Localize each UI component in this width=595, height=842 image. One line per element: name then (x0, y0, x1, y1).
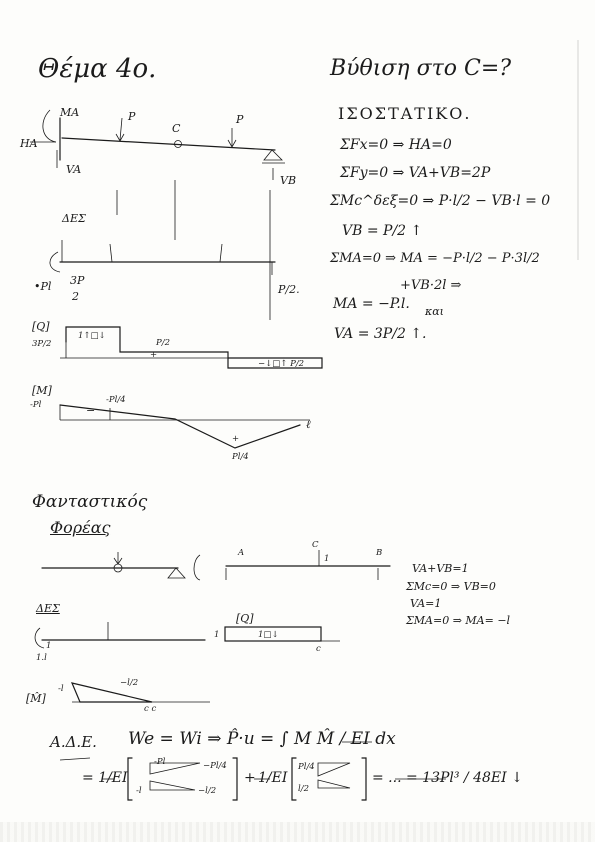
eq-vb-term: +VB·2l ⇒ (400, 278, 462, 293)
label-p1: P (128, 110, 136, 123)
ade-result: = ... = 13Pl³ / 48EI ↓ (372, 770, 523, 786)
vm-label: [M̂] (26, 692, 46, 705)
m-neg-pl4: -Pl/4 (106, 395, 126, 405)
vb-label-1: 1 (324, 554, 330, 564)
vm-neg-l: -l (58, 684, 64, 694)
problem-question: Βύθιση στο C=? (330, 56, 512, 81)
ade-line1: We = Wi ⇒ P̂·u = ∫ M M̂ / EI dx (128, 729, 396, 749)
eq-vb: VB = P/2 ↑ (342, 223, 423, 239)
b1-neg-pl4: −Pl/4 (203, 761, 227, 771)
vb-label-c: C (312, 540, 319, 550)
ade-plus: + (244, 770, 256, 786)
equals-moment (194, 555, 200, 580)
eq-kai: και (425, 305, 444, 318)
vq-label: [Q] (236, 612, 254, 625)
q-plus: + (150, 350, 158, 360)
veq-2: ΣMc=0 ⇒ VB=0 (406, 580, 496, 593)
vdes-moment (35, 628, 44, 648)
des-p2: P/2. (278, 283, 300, 296)
vb-label-a: A (238, 548, 245, 558)
virtual-roller (168, 568, 185, 578)
bracket1-tri-bot (150, 781, 195, 790)
des-3p: 3P (70, 274, 85, 287)
b2-pl4: Pl/4 (298, 762, 315, 772)
m-diagram (60, 405, 300, 448)
bracket2-tri-top (318, 763, 350, 776)
label-ha: HA (20, 137, 38, 150)
scan-noise-strip (0, 822, 595, 842)
eq-sum-fx: ΣFx=0 ⇒ HA=0 (340, 137, 452, 153)
vm-neg-l2: −l/2 (120, 678, 139, 688)
eq-va: VA = 3P/2 ↑. (334, 326, 427, 342)
eq-ma: MA = −P.l. (333, 296, 410, 312)
bracket2-tri-bot (318, 780, 350, 788)
problem-title: Θέμα 4ο. (38, 54, 157, 84)
q-label: [Q] (32, 320, 50, 333)
bracket1-right (233, 758, 237, 800)
eq-sum-fy: ΣFy=0 ⇒ VA+VB=2P (340, 165, 491, 181)
vm-cc: c c (144, 704, 157, 714)
m-label: [M] (32, 384, 52, 397)
q-3p2: 3P/2 (32, 339, 52, 349)
eq-sum-ma: ΣMA=0 ⇒ MA = −P·l/2 − P·3l/2 (330, 251, 540, 266)
vm-diagram (72, 683, 152, 702)
ade-label: Α.Δ.Ε. (50, 733, 97, 751)
m-neg-pl: -Pl (30, 400, 42, 410)
b2-l2: l/2 (298, 784, 309, 794)
des-2: 2 (72, 290, 79, 303)
vq-c: c (316, 644, 321, 654)
vb-label-b: B (376, 548, 383, 558)
q-symbol1: 1↑□↓ (78, 331, 106, 341)
des-load2 (220, 244, 222, 262)
vdes-1l: 1.l (36, 653, 47, 663)
virtual-heading-1: Φανταστικός (32, 492, 148, 512)
q-p2-mid: P/2 (156, 338, 170, 348)
ade-underline (60, 758, 90, 760)
des-label: ΔΕΣ (62, 212, 86, 225)
m-ell: ℓ (306, 418, 311, 431)
des-moment (50, 252, 60, 272)
veq-3: VA=1 (410, 597, 442, 610)
bracket2-right (362, 758, 366, 800)
des-load1 (110, 244, 112, 262)
label-vb: VB (280, 174, 297, 187)
label-ma: MA (60, 106, 80, 119)
moment-ma-arrow (43, 110, 56, 142)
veq-1: VA+VB=1 (412, 562, 469, 575)
vdes-1: 1 (46, 641, 52, 651)
b1-neg-l: -l (136, 786, 142, 796)
vq-symbol: 1□↓ (258, 630, 279, 640)
load-p1 (120, 118, 122, 140)
vq-1: 1 (214, 630, 220, 640)
ade-frac1: = 1/EI (82, 770, 128, 786)
eq-sum-mc: ΣMc^δεξ=0 ⇒ P·l/2 − VB·l = 0 (330, 193, 551, 209)
bracket2-left (292, 758, 296, 800)
ade-frac2: 1/EI (258, 770, 288, 786)
m-minus: − (86, 404, 96, 417)
veq-4: ΣMA=0 ⇒ MA= −l (406, 614, 511, 627)
b1-neg-pl: -Pl (154, 757, 166, 767)
m-plus: + (232, 434, 240, 444)
real-beam-line (62, 138, 275, 150)
q-minus-p2: −↓□↑ P/2 (258, 359, 305, 369)
roller-b (264, 150, 282, 160)
virtual-heading-2: Φορέας (50, 518, 111, 537)
b1-neg-l2: −l/2 (198, 786, 217, 796)
des-pl: •Pl (34, 280, 52, 293)
label-va: VA (66, 163, 82, 176)
label-p2: P (236, 113, 244, 126)
m-pl4: Pl/4 (232, 452, 249, 462)
isostatic-heading: ΙΣΟΣΤΑΤΙΚΟ. (338, 104, 472, 123)
label-c: C (172, 122, 181, 135)
bracket1-left (128, 758, 132, 800)
vdes-label: ΔΕΣ (36, 602, 60, 615)
